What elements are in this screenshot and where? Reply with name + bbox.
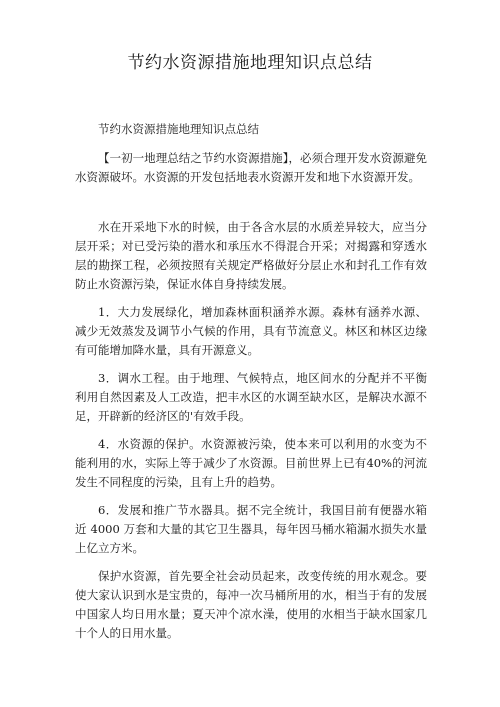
paragraph-greening: 1．大力发展绿化，增加森林面积涵养水源。森林有涵养水源、减少无效蒸发及调节小气候的作用，具有节流意义。林区和林区边缘有可能增加降水量，具有开源意义。 (75, 305, 427, 357)
document-subtitle: 节约水资源措施地理知识点总结 (98, 122, 259, 136)
paragraph-water-saving-fixtures: 6．发展和推广节水器具。据不完全统计，我国目前有便器水箱近 4000 万套和大量的其它卫生器具，每年因马桶水箱漏水损失水量 上亿立方米。 (75, 503, 427, 555)
document-body (75, 120, 427, 643)
paragraph-conclusion: 保护水资源，首先要全社会动员起来，改变传统的用水观念。要使大家认识到水是宝贵的，每冲一次马桶所用的水，相当于有的发展中国家人均日用水量；夏天冲个凉水澡，使用的水相当于缺水国家几十个人的日用水量。 (75, 569, 427, 640)
paragraph-water-transfer: 3．调水工程。由于地理、气候特点，地区间水的分配并不平衡利用自然因素及人工改造，把丰水区的水调至缺水区，是解决水源不足，开辟新的经济区的'有效手段。 (75, 371, 427, 423)
page-title: 节约水资源措施地理知识点总结 (127, 53, 373, 73)
paragraph-intro: 【一初一地理总结之节约水资源措施】，必须合理开发水资源避免水资源破坏。水资源的开发包括地表水资源开发和地下水资源开发。 (75, 151, 427, 184)
paragraph-groundwater: 水在开采地下水的时候，由于各含水层的水质差异较大，应当分层开采；对已受污染的潜水和承压水不得混合开采；对揭露和穿透水层的勘探工程，必须按照有关规定严格做好分层止水和封孔工作有效防止水资源污染，保证水体自身持续发展。 (75, 220, 427, 291)
paragraph-water-protection: 4．水资源的保护。水资源被污染，使本来可以利用的水变为不能利用的水，实际上等于减少了水资源。目前世界上已有40%的河流发生不同程度的污染，且有上升的趋势。 (75, 437, 427, 489)
